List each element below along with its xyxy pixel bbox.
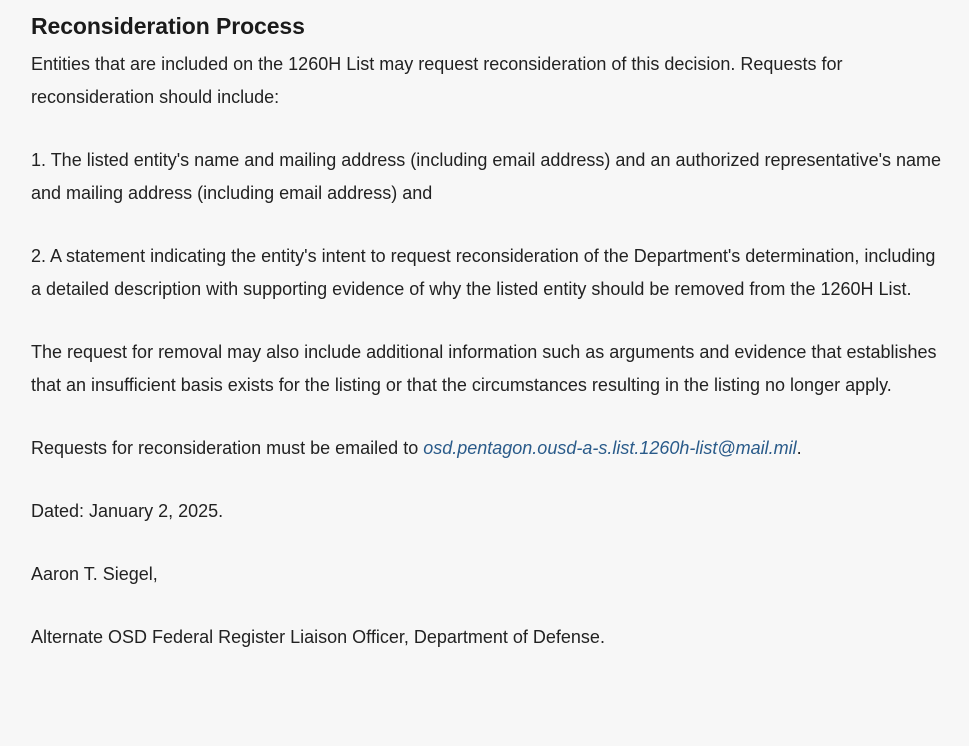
email-instruction-text: Requests for reconsideration must be emailed to <box>31 438 424 458</box>
email-instruction-suffix: . <box>796 438 802 458</box>
dated-line: Dated: January 2, 2025. <box>31 501 224 521</box>
signer-title: Alternate OSD Federal Register Liaison Officer, Department of Defense. <box>31 627 605 647</box>
signer-name: Aaron T. Siegel, <box>31 564 158 584</box>
intro-paragraph: Entities that are included on the 1260H List may request reconsideration of this decision. Requests for reconsideration should include: <box>31 54 843 107</box>
additional-info-paragraph: The request for removal may also include additional information such as arguments and evidence that establishes that an insufficient basis exists for the listing or that the circumstances resulting in the listing no longer apply. <box>31 342 937 395</box>
email-link[interactable]: osd.pentagon.ousd-a-s.list.1260h-list@mail.mil <box>423 438 797 458</box>
requirement-item-2: 2. A statement indicating the entity's intent to request reconsideration of the Department's determination, including a detailed description with supporting evidence of why the listed entity should be removed from the 1260H List. <box>31 246 936 299</box>
requirement-item-1: 1. The listed entity's name and mailing address (including email address) and an authorized representative's name and mailing address (including email address) and <box>31 150 942 203</box>
email-instruction-paragraph <box>31 432 949 465</box>
section-title: Reconsideration Process <box>31 13 305 39</box>
